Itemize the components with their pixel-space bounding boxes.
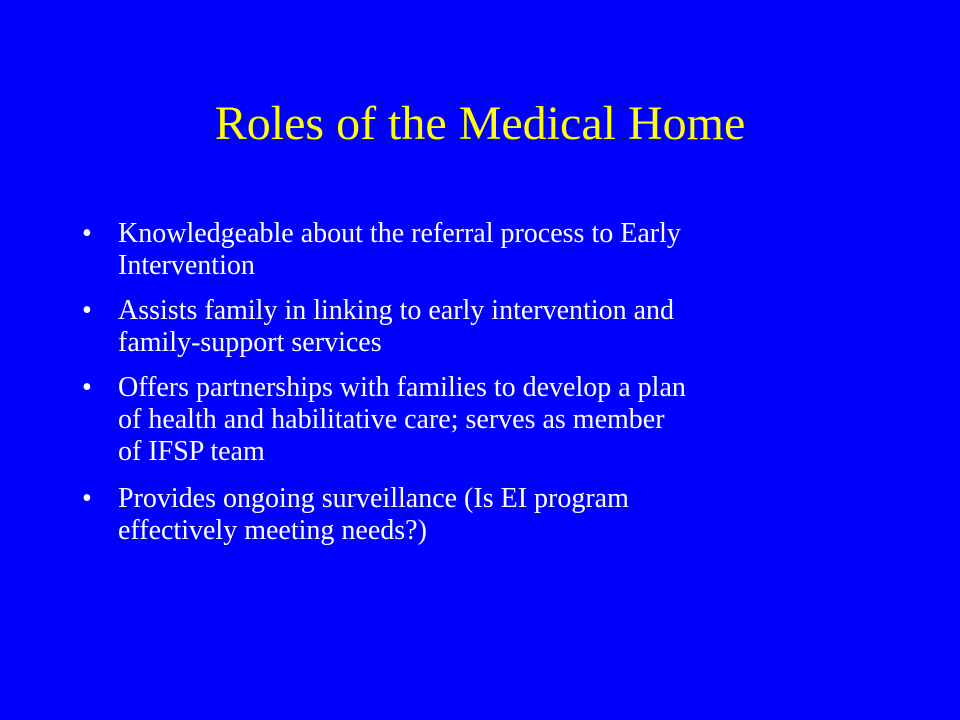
bullet-line: effectively meeting needs?) (118, 515, 427, 546)
bullet-line: Intervention (118, 250, 255, 281)
bullet-icon: • (82, 218, 92, 249)
bullet-line: of health and habilitative care; serves as member (118, 404, 665, 435)
bullet-icon: • (82, 483, 92, 514)
bullet-line: Knowledgeable about the referral process to Early (118, 218, 681, 249)
bullet-item-linking-services (82, 295, 882, 359)
bullet-line: Offers partnerships with families to develop a plan (118, 372, 686, 403)
slide-title: Roles of the Medical Home (214, 97, 746, 150)
bullet-icon: • (82, 372, 92, 403)
bullet-item-surveillance (82, 483, 882, 547)
bullet-line: of IFSP team (118, 436, 265, 467)
bullet-line: Assists family in linking to early intervention and (118, 295, 675, 326)
bullet-line: Provides ongoing surveillance (Is EI program (118, 483, 629, 514)
bullet-item-referral-process (82, 218, 882, 282)
bullet-list (82, 218, 882, 547)
bullet-item-partnerships (82, 372, 882, 468)
bullet-line: family-support services (118, 327, 382, 358)
bullet-icon: • (82, 295, 92, 326)
